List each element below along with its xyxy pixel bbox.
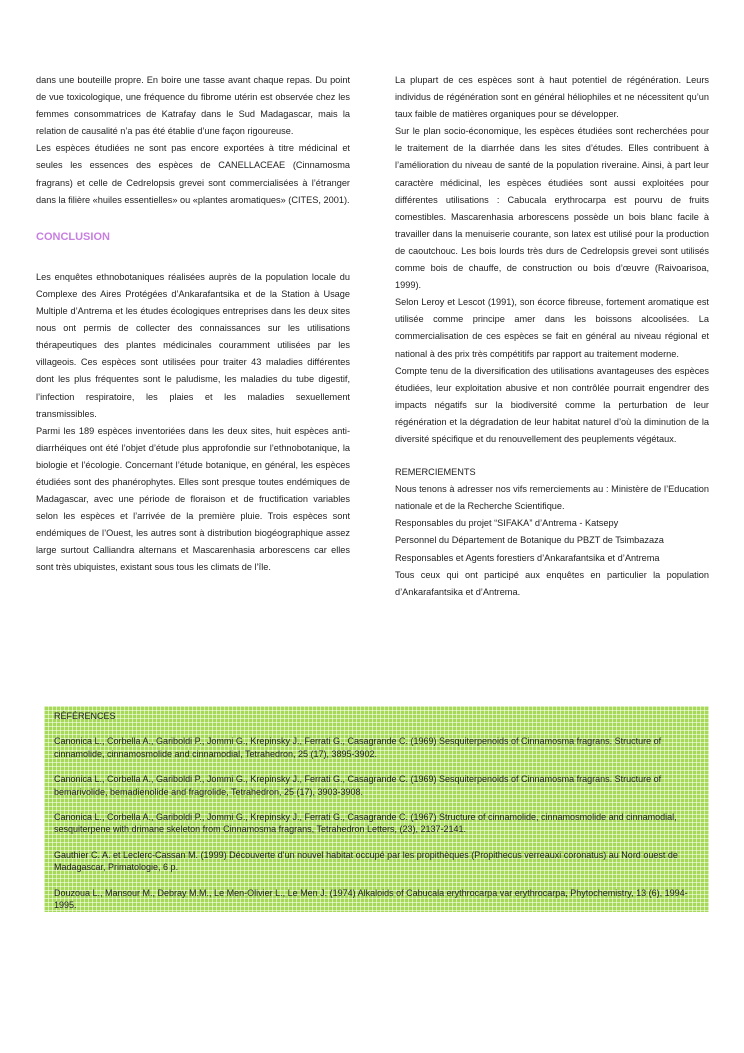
paragraph: dans une bouteille propre. En boire une tasse avant chaque repas. Du point de vue toxicologique, une fréquence du fibrome utérin est observée chez les femmes consommatrices de Katrafay dans le Sud Madagascar, mais la relation de causalité n’a pas été établie d’une façon rigoureuse. xyxy=(36,75,350,137)
acknowledgement-line: Tous ceux qui ont participé aux enquêtes en particulier la population d’Ankarafantsika et d’Antrema. xyxy=(395,569,709,597)
acknowledgement-line: Personnel du Département de Botanique du PBZT de Tsimbazaza xyxy=(395,535,664,546)
acknowledgement-line: Nous tenons à adresser nos vifs remerciements au : Ministère de l’Education nationale et de la Recherche Scientifique. xyxy=(395,484,709,512)
reference-item: Canonica L., Corbella A., Gariboldi P., Jommi G., Krepinsky J., Ferrati G., Casagrande C. (1969) Sesquiterpenoids of Cinnamosma fragrans. Structure of cinnamolide, cinnamosmolide and cinnamodial, Tetrahedron, 25 (17), 3895-3902. xyxy=(54,736,662,759)
paragraph: Les espèces étudiées ne sont pas encore exportées à titre médicinal et seules les essences des espèces de CANELLACEAE (Cinnamosma fragrans) et celle de Cedrelopsis grevei sont commercialisées à l’étranger dans la filière «huiles essentielles» ou «plantes aromatiques» (CITES, 2001). xyxy=(36,143,350,205)
conclusion-heading: CONCLUSION xyxy=(36,230,110,243)
reference-item: Douzoua L., Mansour M., Debray M.M., Le Men-Olivier L., Le Men J. (1974) Alkaloids of Cabucala erythrocarpa var erythrocarpa, Phytochemistry, 13 (6), 1994-1995. xyxy=(54,887,688,911)
paragraph: Sur le plan socio-économique, les espèces étudiées sont recherchées pour le traitement de la diarrhée dans les sites d’études. Elles contribuent à l’amélioration du niveau de santé de la population riveraine. Ainsi, à part leur caractère médicinal, les espèces étudiées sont aussi exploitées pour différentes utilisations : Cabucala erythrocarpa est pourvu de fruits comestibles. Mascarenhasia arborescens possède un bois blanc facile à travailler dans la menuiserie courante, son latex est utilisé pour la production de caoutchouc. Les bois lourds très durs de Cedrelopsis grevei sont utilisés comme bois de chauffe, de construction ou bois d’œuvre (Raivoarisoa, 1999). xyxy=(395,126,709,291)
paragraph: Les enquêtes ethnobotaniques réalisées auprès de la population locale du Complexe des Aires Protégées d’Ankarafantsika et de la Station à Usage Multiple d’Antrema et les études écologiques entreprises dans les deux sites nous ont permis de collecter des connaissances sur les utilisations thérapeutiques des plantes médicinales couramment utilisées par les villageois. Ces espèces sont utilisées pour traiter 43 maladies différentes dont les plus fréquentes sont le paludisme, les maladies du tube digestif, l’infection respiratoire, les plaies et les maladies sexuellement transmissibles. xyxy=(36,271,350,419)
reference-item: Canonica L., Corbella A., Gariboldi P., Jommi G., Krepinsky J., Ferrati G., Casagrande C. (1969) Sesquiterpenoids of Cinnamosma fragrans. Structure of bemarivolide, bemadienolide and fragrolide, Tetrahedron, 25 (17), 3903-3908. xyxy=(54,774,662,797)
acknowledgements-heading: REMERCIEMENTS xyxy=(395,467,476,478)
acknowledgement-line: Responsables et Agents forestiers d’Ankarafantsika et d’Antrema xyxy=(395,552,660,563)
acknowledgement-line: Responsables du projet “SIFAKA” d’Antrema - Katsepy xyxy=(395,518,619,529)
left-column xyxy=(36,72,350,577)
paragraph: La plupart de ces espèces sont à haut potentiel de régénération. Leurs individus de régénération sont en général héliophiles et ne nécessitent qu’un taux faible de matières organiques pour se développer. xyxy=(395,75,709,120)
paragraph: Parmi les 189 espèces inventoriées dans les deux sites, huit espèces anti-diarrhéiques ont été l’objet d’étude plus approfondie sur l’ethnobotanique, la biologie et l’écologie. Concernant l’étude botanique, en général, les espèces étudiées sont des phanérophytes. Elles sont presque toutes endémiques de Madagascar, avec une période de floraison et de fructification variables selon les espèces et l’arrivée de la première pluie. Trois espèces sont endémiques de l’Ouest, les autres sont à distribution biogéographique assez large surtout Calliandra alternans et Mascarenhasia arborescens car elles sont très ubiquistes, existant sous tous les climats de l’île. xyxy=(36,425,350,573)
references-box xyxy=(44,706,709,912)
reference-item: Canonica L., Corbella A., Gariboldi P., Jommi G., Krepinsky J., Ferrati G., Casagrande C. (1967) Structure of cinnamolide, cinnamosmolide and cinnamodial, sesquiterpene with drimane skeleton from Cinnamosma fragrans, Tetrahedron Letters, (23), 2137-2141. xyxy=(54,812,677,835)
paragraph: Compte tenu de la diversification des utilisations avantageuses des espèces étudiées, leur exploitation abusive et non contrôlée pourrait engendrer des impacts négatifs sur la biodiversité comme la perturbation de leur régénération et la dégradation de leur habitat naturel d’où la diminution de la diversité spécifique et du renouvellement des peuplements végétaux. xyxy=(395,365,709,444)
right-column xyxy=(395,72,709,601)
references-heading: RÉFÉRENCES xyxy=(54,711,116,721)
reference-item: Gauthier C. A. et Leclerc-Cassan M. (1999) Découverte d’un nouvel habitat occupé par les propithèques (Propithecus verreauxi coronatus) au Nord ouest de Madagascar, Primatologie, 6 p. xyxy=(54,849,678,873)
paragraph: Selon Leroy et Lescot (1991), son écorce fibreuse, fortement aromatique est utilisée comme principe amer dans les boissons alcoolisées. La commercialisation de ces espèces se fait en général au niveau régional et national à des prix très compétitifs par rapport au traitement moderne. xyxy=(395,297,709,359)
